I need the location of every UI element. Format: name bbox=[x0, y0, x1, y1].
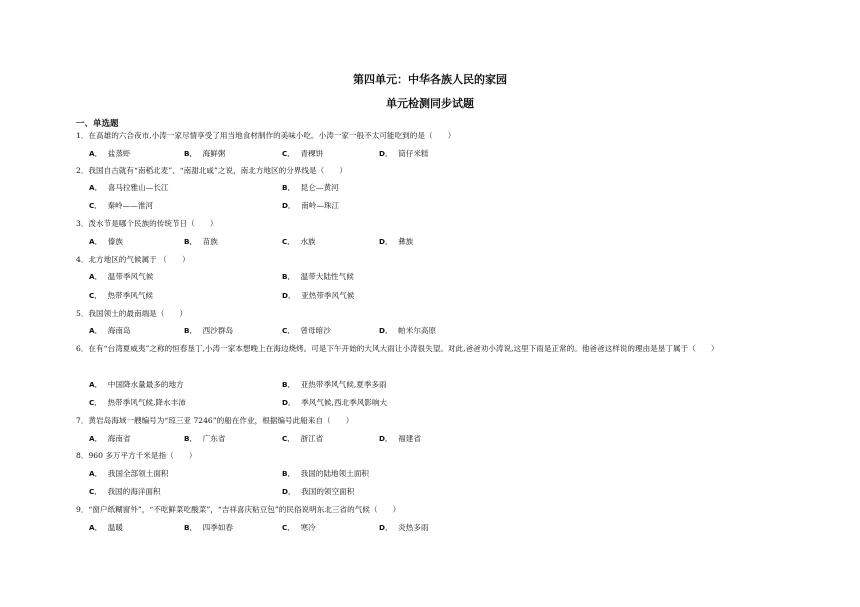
question-8: 8．960 多万平方千米是指（ ） bbox=[76, 451, 197, 460]
document-title: 第四单元：中华各族人民的家园 bbox=[353, 73, 507, 86]
question-2: 2．我国自古就有“南稻北麦”、“南甜北咸”之说，南北方地区的分界线是（ ） bbox=[76, 166, 347, 175]
question-1: 1．在高雄的六合夜市,小涛一家尽情享受了用当地食材制作的美味小吃。小涛一家一般不太可能吃到的是（ ） bbox=[76, 131, 456, 140]
option-7d[interactable]: D． 福建省 bbox=[379, 434, 421, 443]
option-4a[interactable]: A． 温带季风气候 bbox=[89, 272, 154, 281]
question-9: 9．“窗户纸糊窗外”，“不吃鲜菜吃酸菜”，“吉祥喜庆粘豆包”的民俗说明东北三省的气候（ ） bbox=[76, 505, 401, 514]
option-6a[interactable]: A． 中国降水量最多的地方 bbox=[89, 380, 184, 389]
option-6c[interactable]: C． 热带季风气候,降水丰沛 bbox=[89, 398, 186, 407]
question-6: 6．在有“台湾夏威夷”之称的恒春垦丁,小涛一家本想晚上在海边烧烤。可是下午开始的大风大雨让小涛很失望。对此,爸爸劝小涛说,这里下雨是正常的。他爸爸这样说的理由是垦丁属于（ ） bbox=[76, 344, 719, 353]
option-4b[interactable]: B． 温带大陆性气候 bbox=[282, 272, 354, 281]
option-2b[interactable]: B． 昆仑—黄河 bbox=[282, 183, 339, 192]
option-6b[interactable]: B． 亚热带季风气候,夏季多雨 bbox=[282, 380, 387, 389]
option-1b[interactable]: B． 海鲜粥 bbox=[184, 149, 226, 158]
option-2a[interactable]: A． 喜马拉雅山—长江 bbox=[89, 183, 169, 192]
option-3b[interactable]: B． 苗族 bbox=[184, 237, 218, 246]
question-3: 3．泼水节是哪个民族的传统节日（ ） bbox=[76, 219, 218, 228]
option-5b[interactable]: B． 西沙群岛 bbox=[184, 326, 234, 335]
option-5a[interactable]: A． 海南岛 bbox=[89, 326, 131, 335]
option-6d[interactable]: D． 季风气候,西北季风影响大 bbox=[282, 398, 388, 407]
option-8a[interactable]: A． 我国全部领土面积 bbox=[89, 469, 169, 478]
option-1d[interactable]: D． 筒仔米糕 bbox=[379, 149, 429, 158]
question-5: 5．我国领土的最南端是（ ） bbox=[76, 309, 188, 318]
option-7b[interactable]: B． 广东省 bbox=[184, 434, 226, 443]
option-5d[interactable]: D． 帕米尔高原 bbox=[379, 326, 437, 335]
option-2c[interactable]: C． 秦岭——淮河 bbox=[89, 201, 154, 210]
option-8b[interactable]: B． 我国的陆地领土面积 bbox=[282, 469, 370, 478]
option-1c[interactable]: C． 青稞饼 bbox=[282, 149, 324, 158]
option-3a[interactable]: A． 傣族 bbox=[89, 237, 123, 246]
option-8c[interactable]: C． 我国的海洋面积 bbox=[89, 487, 161, 496]
option-1a[interactable]: A． 盐蒸虾 bbox=[89, 149, 131, 158]
option-9a[interactable]: A． 温暖 bbox=[89, 523, 123, 532]
option-7c[interactable]: C． 浙江省 bbox=[282, 434, 324, 443]
question-4: 4．北方地区的气候属于 （ ） bbox=[76, 255, 190, 264]
option-8d[interactable]: D． 我国的领空面积 bbox=[282, 487, 355, 496]
option-4d[interactable]: D． 亚热带季风气候 bbox=[282, 291, 355, 300]
option-2d[interactable]: D． 南岭—珠江 bbox=[282, 201, 340, 210]
document-subtitle: 单元检测同步试题 bbox=[386, 97, 474, 110]
option-7a[interactable]: A． 海南省 bbox=[89, 434, 131, 443]
question-7: 7．黄岩岛海域一艘编号为“琼三亚 7246”的船在作业，根据编号此船来自（ ） bbox=[76, 416, 354, 425]
option-3c[interactable]: C． 水族 bbox=[282, 237, 316, 246]
option-5c[interactable]: C． 曾母暗沙 bbox=[282, 326, 331, 335]
option-3d[interactable]: D． 彝族 bbox=[379, 237, 414, 246]
option-9d[interactable]: D． 炎热多雨 bbox=[379, 523, 429, 532]
option-9c[interactable]: C． 寒冷 bbox=[282, 523, 316, 532]
option-9b[interactable]: B． 四季如春 bbox=[184, 523, 234, 532]
option-4c[interactable]: C． 热带季风气候 bbox=[89, 291, 154, 300]
section-heading: 一、单选题 bbox=[76, 119, 119, 129]
